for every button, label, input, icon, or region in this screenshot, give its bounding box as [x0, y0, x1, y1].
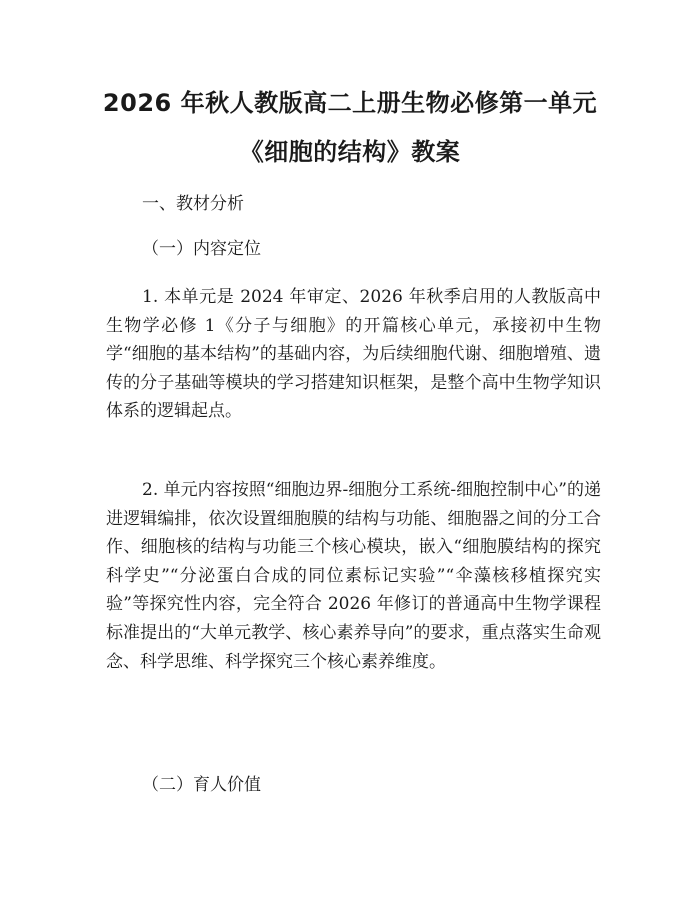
- paragraph-2: 2. 单元内容按照“细胞边界-细胞分工系统-细胞控制中心”的递进逻辑编排，依次设置细胞膜的结构与功能、细胞器之间的分工合作、细胞核的结构与功能三个核心模块，嵌入“细胞膜结构的探究科学史”“分泌蛋白合成的同位素标记实验”“伞藻核移植探究实验”等探究性内容，完全符合 2026 年修订的普通高中生物学课程标准提出的“大单元教学、核心素养导向”的要求，重点落实生命观念、科学思维、科学探究三个核心素养维度。: [106, 480, 601, 672]
- paragraph-1: 1. 本单元是 2024 年审定、2026 年秋季启用的人教版高中生物学必修 1《分子与细胞》的开篇核心单元，承接初中生物学“细胞的基本结构”的基础内容，为后续细胞代谢、细胞增殖、遗传的分子基础等模块的学习搭建知识框架，是整个高中生物学知识体系的逻辑起点。: [106, 287, 601, 422]
- section-heading-textbook-analysis: 一、教材分析: [142, 194, 244, 214]
- document-title-line-1: 2026 年秋人教版高二上册生物必修第一单元: [102, 89, 598, 117]
- subsection-heading-content-positioning: （一）内容定位: [142, 239, 261, 259]
- document-title-line-2: 《细胞的结构》教案: [239, 138, 461, 166]
- subsection-heading-educational-value: （二）育人价值: [142, 775, 261, 795]
